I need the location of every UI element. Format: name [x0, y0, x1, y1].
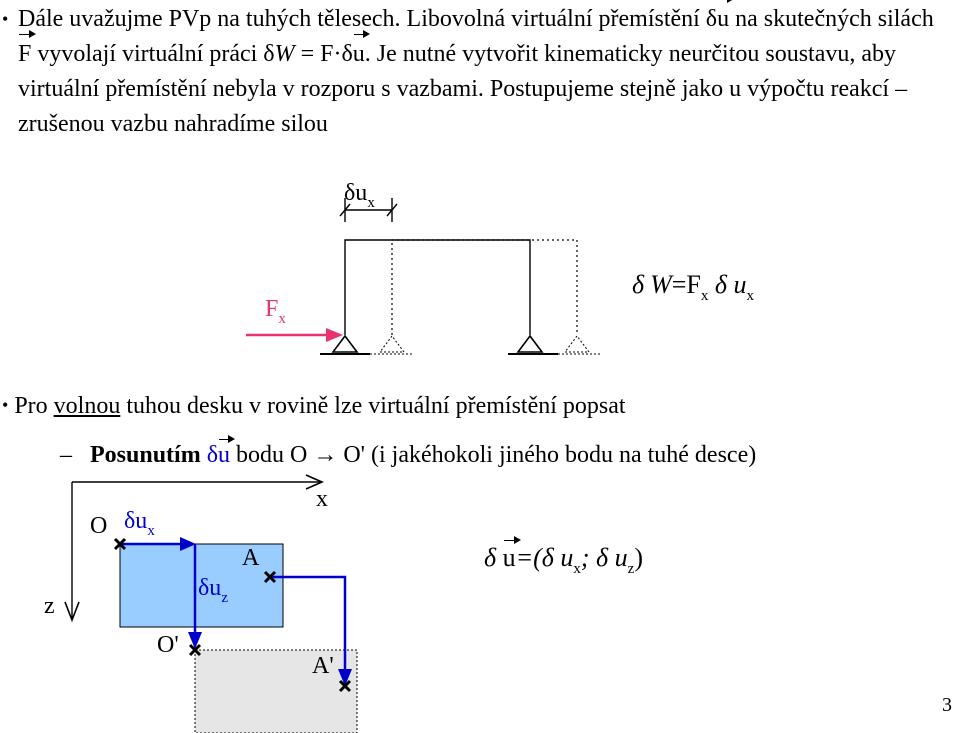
underlined-word: volnou — [53, 393, 121, 419]
F-vector: F — [18, 37, 31, 72]
page-number: 3 — [942, 694, 952, 716]
intro-lead: Dále uvažujme PVp na tuhých tělesech. Libovolná virtuální přemístění δ — [18, 6, 718, 32]
z-axis-label: z — [44, 593, 55, 619]
virtual-work-equation: δ $W=F_x$ δ $u_x$ — [632, 270, 754, 304]
point-O-prime-label: O' — [157, 632, 179, 658]
du-x-label: $\delta u_x$ — [344, 180, 375, 211]
bullet: • — [2, 9, 9, 29]
displacement-vector-equation: δ u=(δ $u_x$; δ $u_z$) — [484, 543, 643, 577]
du-z-plate-label: $\delta u_z$ — [198, 575, 228, 606]
free-plate-line: • Pro volnou tuhou desku v rovině lze virtuální přemístění popsat — [2, 393, 626, 419]
intro-mid1: na skutečných silách — [729, 6, 934, 32]
intro-mid2: vyvolají virtuální práci δ — [31, 41, 275, 67]
translation-line: – Posunutím δu bodu O → O' (i jakéhokoli jiného bodu na tuhé desce) — [60, 442, 757, 468]
intro-tail: . Je nutné vytvořit kinematicky neurčitou soustavu, aby virtuální přemístění nebyla v rozporu s vazbami. Postupujeme stejně jako u výpočtu reakcí – zrušenou vazbu nahradíme silou — [18, 41, 908, 137]
x-axis-label: x — [316, 486, 328, 512]
point-A-prime-label: A' — [312, 653, 334, 679]
W-symbol: W — [274, 41, 295, 67]
intro-eq: = F·δ — [294, 41, 353, 67]
force-label: $F_x$ — [265, 296, 286, 327]
bullet-2: • — [2, 395, 9, 415]
point-A-label: A — [242, 545, 260, 571]
u-vector: u — [717, 2, 729, 37]
du-x-plate-label: $\delta u_x$ — [124, 508, 155, 539]
point-O-label: O — [90, 513, 108, 539]
dash: – — [60, 442, 72, 468]
u-vector-2: u — [353, 37, 365, 72]
